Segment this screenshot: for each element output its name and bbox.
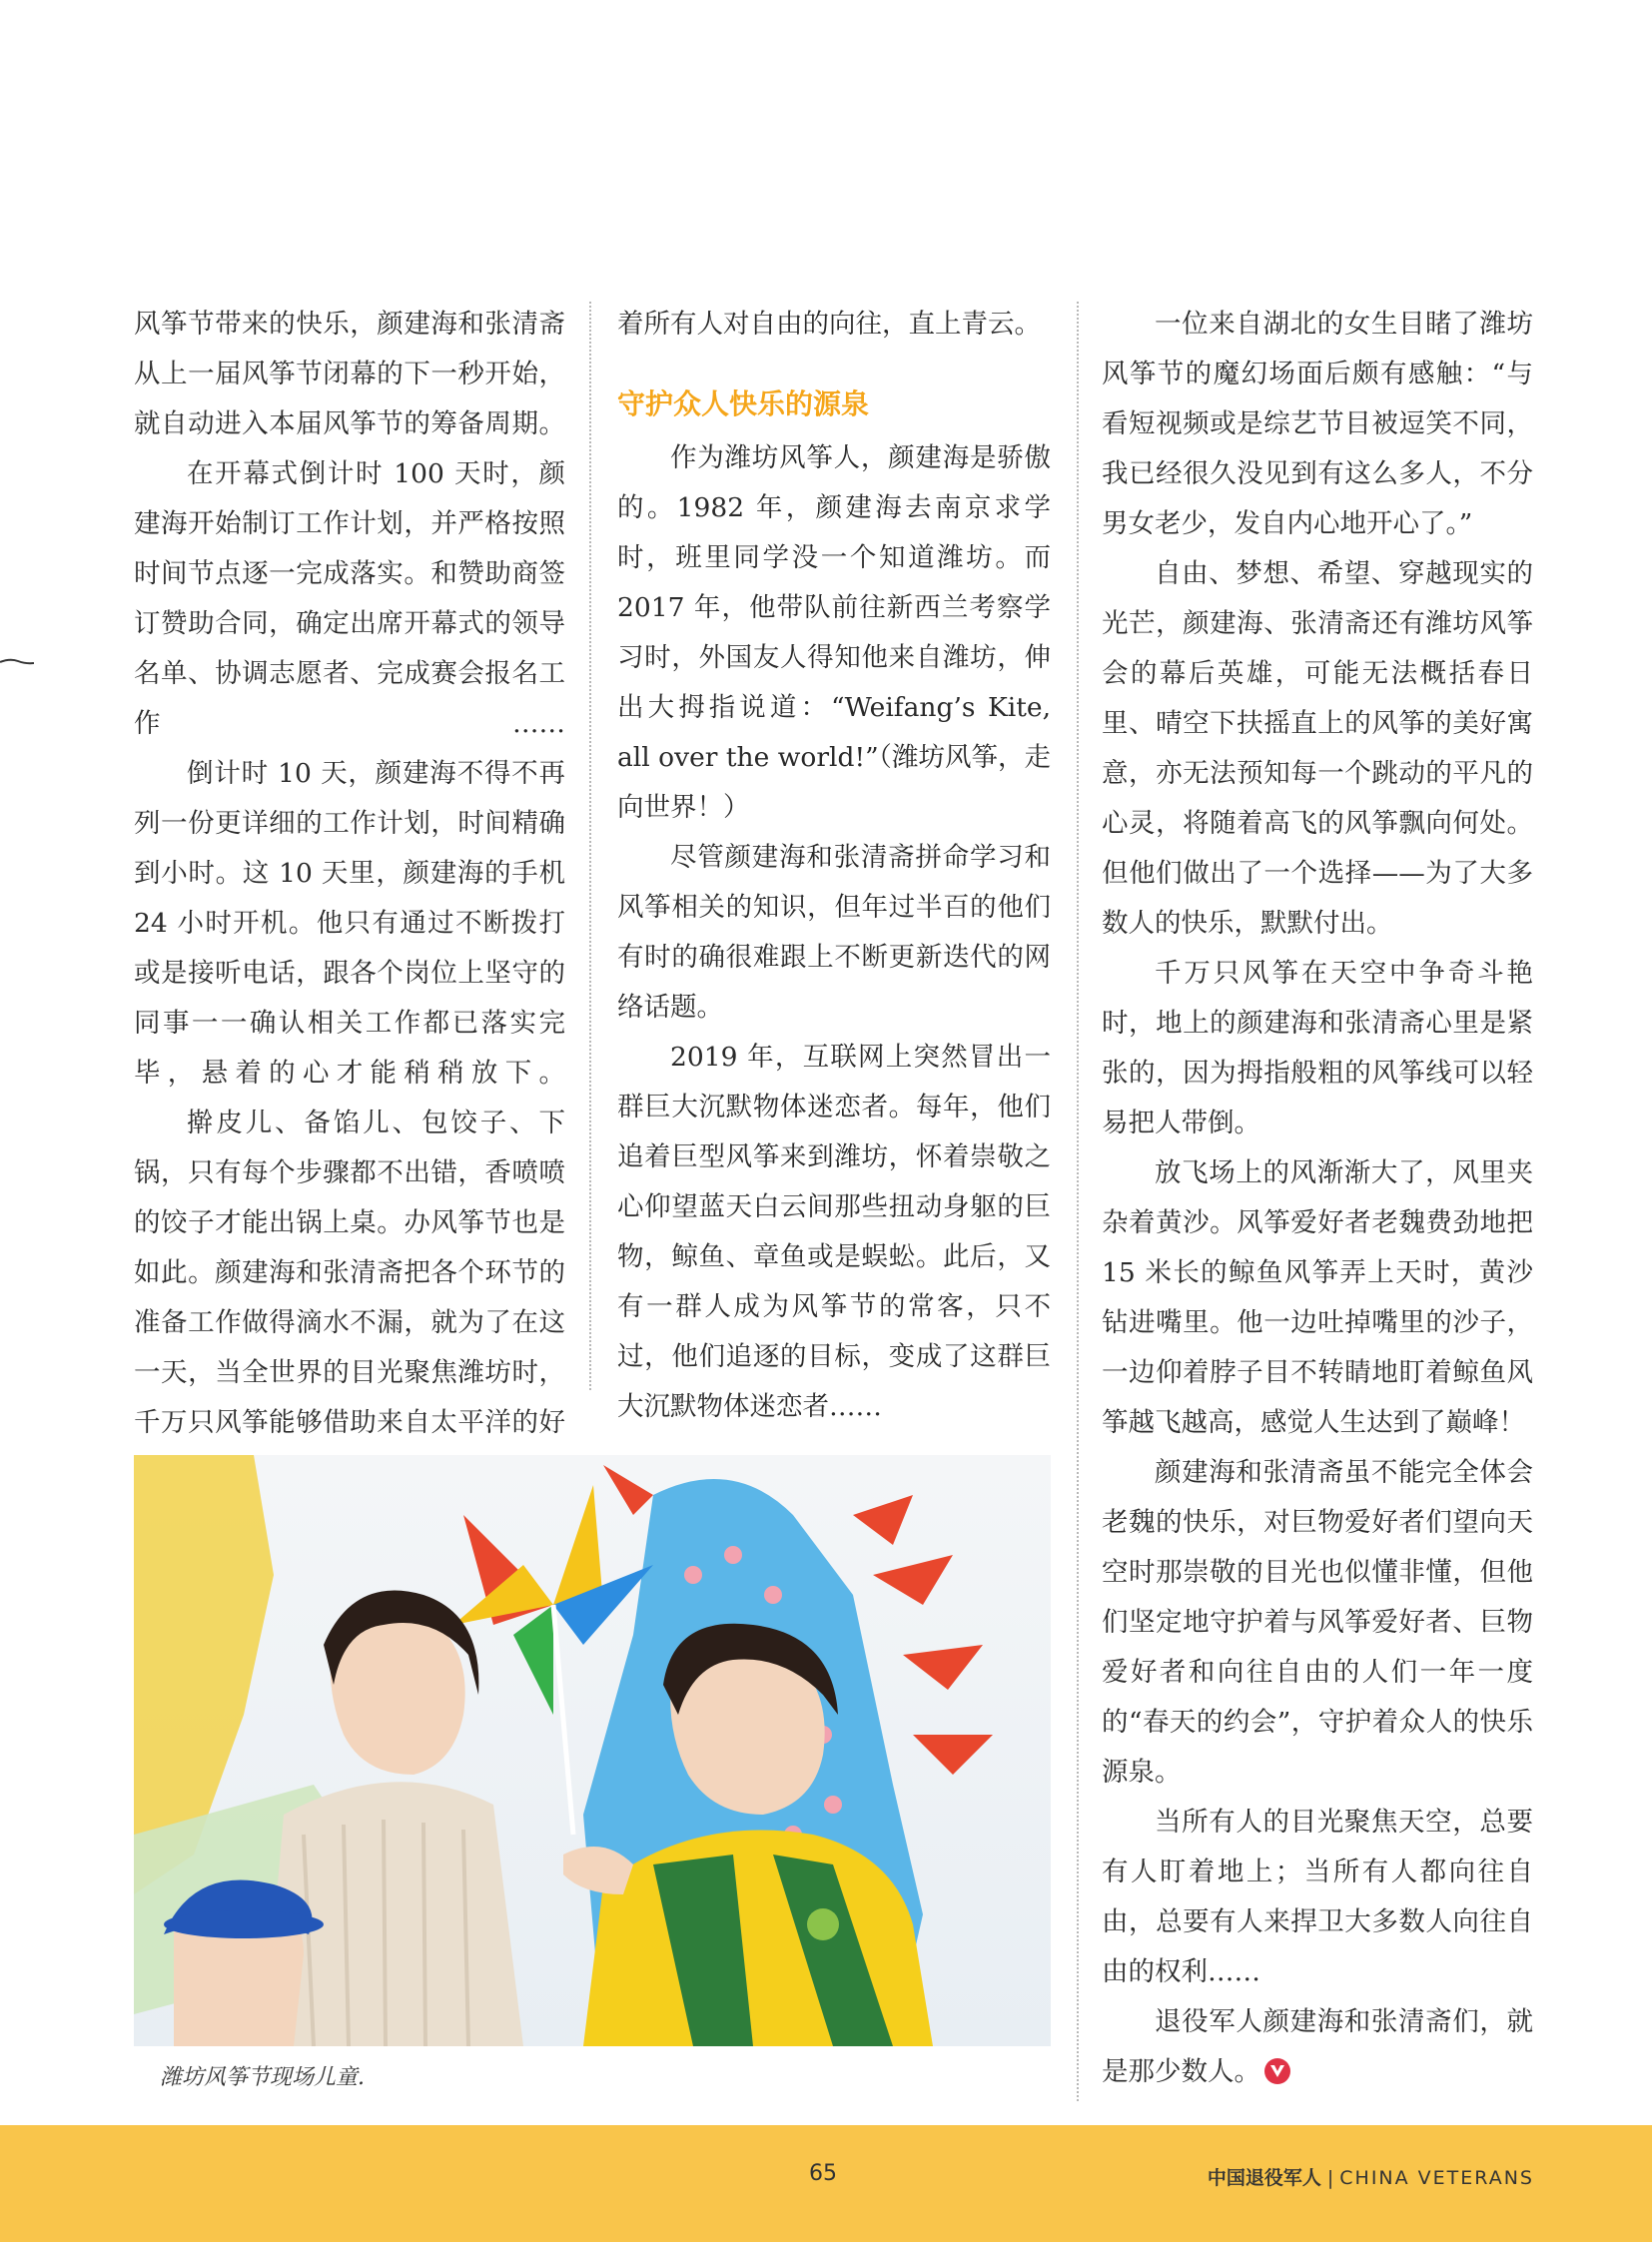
paragraph: 风筝节带来的快乐，颜建海和张清斋从上一届风筝节闭幕的下一秒开始，就自动进入本届风筝节的筹备周期。 [134,309,565,439]
paragraph: 放飞场上的风渐渐大了，风里夹杂着黄沙。风筝爱好者老魏费劲地把 15 米长的鲸鱼风筝弄上天时，黄沙钻进嘴里。他一边吐掉嘴里的沙子，一边仰着脖子目不转睛地盯着鲸鱼风筝越飞越高，感觉人生达到了巅峰！ [1102,1157,1533,1438]
paragraph: 着所有人对自由的向往，直上青云。 [617,309,1041,340]
paragraph: 2019 年，互联网上突然冒出一群巨大沉默物体迷恋者。每年，他们追着巨型风筝来到潍坊，怀着崇敬之心仰望蓝天白云间那些扭动身躯的巨物，鲸鱼、章鱼或是蜈蚣。此后，又有一群人成为风筝节的常客，只不过，他们追逐的目标，变成了这群巨大沉默物体迷恋者…… [617,1042,1051,1422]
paragraph: 作为潍坊风筝人，颜建海是骄傲的。1982 年，颜建海去南京求学时，班里同学没一个知道潍坊。而2017 年，他带队前往新西兰考察学习时，外国友人得知他来自潍坊，伸出大拇指说道：“Weifang’s Kite, all over the world!”（潍坊风筝，走向世界！） [617,442,1051,823]
magazine-name-cn: 中国退役军人 [1207,2167,1321,2189]
paragraph: 在开幕式倒计时 100 天时，颜建海开始制订工作计划，并严格按照时间节点逐一完成落实。和赞助商签订赞助合同，确定出席开幕式的领导名单、协调志愿者、完成赛会报名工作…… [134,458,565,739]
end-mark-icon [1264,2058,1290,2084]
magazine-brand [1208,2163,1534,2190]
brand-separator: | [1326,2167,1334,2189]
article-column-3 [1102,300,1533,2097]
margin-scribble-mark [0,655,34,669]
article-column-1 [134,300,565,1498]
paragraph: 颜建海和张清斋虽不能完全体会老魏的快乐，对巨物爱好者们望向天空时那崇敬的目光也似懂非懂，但他们坚定地守护着与风筝爱好者、巨物爱好者和向往自由的人们一年一度的“春天的约会”，守护着众人的快乐源泉。 [1102,1457,1533,1788]
page-number: 65 [809,2161,837,2186]
paragraph-text: 退役军人颜建海和张清斋们，就是那少数人。 [1102,2006,1533,2087]
paragraph: 自由、梦想、希望、穿越现实的光芒，颜建海、张清斋还有潍坊风筝会的幕后英雄，可能无法概括春日里、晴空下扶摇直上的风筝的美好寓意，亦无法预知每一个跳动的平凡的心灵，将随着高飞的风筝飘向何处。但他们做出了一个选择——为了大多数人的快乐，默默付出。 [1102,558,1533,939]
section-heading: 守护众人快乐的源泉 [617,387,870,420]
paragraph: 当所有人的目光聚焦天空，总要有人盯着地上；当所有人都向往自由，总要有人来捍卫大多数人向往自由的权利…… [1102,1807,1533,1987]
final-paragraph [1102,1997,1533,2097]
paragraph: 千万只风筝在天空中争奇斗艳时，地上的颜建海和张清斋心里是紧张的，因为拇指般粗的风筝线可以轻易把人带倒。 [1102,958,1533,1138]
article-column-2 [617,300,1051,1432]
paragraph: 尽管颜建海和张清斋拼命学习和风筝相关的知识，但年过半百的他们有时的确很难跟上不断更新迭代的网络话题。 [617,842,1051,1023]
paragraph: 擀皮儿、备馅儿、包饺子、下锅，只有每个步骤都不出错，香喷喷的饺子才能出锅上桌。办风筝节也是如此。颜建海和张清斋把各个环节的准备工作做得滴水不漏，就为了在这一天，当全世界的目光聚焦潍坊时，千万只风筝能够借助来自太平洋的好 [134,1108,565,1438]
photo-caption: 潍坊风筝节现场儿童. [160,2065,365,2090]
paragraph: 一位来自湖北的女生目睹了潍坊风筝节的魔幻场面后颇有感触：“与看短视频或是综艺节目被逗笑不同，我已经很久没见到有这么多人，不分男女老少，发自内心地开心了。” [1102,309,1533,539]
photo-children-with-kites [134,1455,1051,2046]
magazine-name-en: CHINA VETERANS [1339,2167,1534,2189]
paragraph: 倒计时 10 天，颜建海不得不再列一份更详细的工作计划，时间精确到小时。这 10 天里，颜建海的手机 24 小时开机。他只有通过不断拨打或是接听电话，跟各个岗位上坚守的同事一一确认相关工作都已落实完毕，悬着的心才能稍稍放下。 [134,758,565,1089]
column-divider [589,302,591,1390]
column-divider [1077,302,1079,2101]
